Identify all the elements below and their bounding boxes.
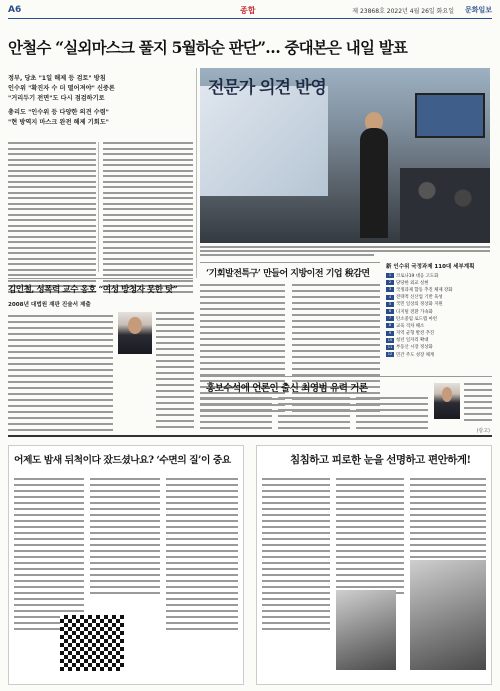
column-divider xyxy=(98,142,99,272)
task-list-item: 3 국정과제 합동 추진 체제 강화 xyxy=(386,286,492,293)
paper-name: 문화일보 xyxy=(464,6,492,14)
ad-left-title: 어제도 밤새 뒤척이다 잤드셨나요? ‘수면의 질’이 중요 xyxy=(14,455,231,466)
column-divider xyxy=(196,68,197,278)
page-header xyxy=(8,5,492,19)
task-list-item: 4 전략적 신산업 기반 육성 xyxy=(386,294,492,301)
story-4-col-2 xyxy=(278,397,350,433)
story-2-portrait xyxy=(118,312,152,354)
subhead: 인수위 "확진자 수 더 떨어져야" 신중론 xyxy=(8,85,115,92)
main-body-col-1 xyxy=(8,142,96,296)
ad-right-col-1 xyxy=(262,478,330,634)
page-number: A6 xyxy=(8,5,22,15)
ad-left-col-1 xyxy=(14,478,84,634)
task-list-item: 1 코로나19 대응 고도화 xyxy=(386,272,492,279)
ad-right-product-photo xyxy=(336,590,396,670)
story-2-subhead: 2008년 대법원 재판 진술서 제출 xyxy=(8,302,91,308)
task-list-item: 8 교육 격차 해소 xyxy=(386,322,492,329)
ad-right-col-2 xyxy=(336,478,404,598)
photo-screen xyxy=(415,93,485,138)
task-list-item: 5 국민 일상의 정상화 지원 xyxy=(386,301,492,308)
photo-audience xyxy=(400,168,490,243)
task-list-item: 10 청년 일자리 확대 xyxy=(387,337,429,344)
task-list-item: 6 디지털 전환 가속화 xyxy=(386,308,492,315)
ad-right-model-photo xyxy=(410,560,486,670)
task-list-item: 11 부동산 시장 정상화 xyxy=(387,344,433,351)
task-list-item: 7 탄소중립 로드맵 마련 xyxy=(386,315,492,322)
ad-right-title: 침침하고 피로한 눈을 선명하고 편안하게! xyxy=(290,454,471,466)
main-photo xyxy=(200,68,490,243)
story-4-portrait xyxy=(434,383,460,419)
story-4-headline: 홍보수석에 언론인 출신 최영범 유력 거론 xyxy=(206,383,368,394)
subhead: "거리두기 전면"도 다시 점검하기로 xyxy=(8,95,105,102)
story-4-body-side xyxy=(464,383,492,425)
task-list-item: 9 지역 균형 발전 추진 xyxy=(386,330,492,337)
photo-panel xyxy=(200,86,328,196)
subhead: "현 방역지 마스크 완전 해제 기회도" xyxy=(8,119,109,126)
story-3-headline: ‘기회발전특구’ 만들어 지방이전 기업 稅감면 xyxy=(206,269,370,279)
photo-caption xyxy=(200,246,490,258)
subhead: 정부, 당초 "1일 해제 등 검토" 방침 xyxy=(8,75,106,82)
section-name: 종합 xyxy=(240,6,256,15)
story-2-body-side xyxy=(156,312,194,432)
ad-left-pattern xyxy=(60,615,124,671)
task-list-item: 2 당당한 외교 실현 xyxy=(386,279,492,286)
subhead: 총리도 "인수위 등 다양한 의견 수렴" xyxy=(8,109,109,116)
main-headline: 안철수 “실외마스크 풀지 5월하순 판단”… 중대본은 내일 발표 xyxy=(8,38,408,57)
story-4-col-1 xyxy=(200,397,272,433)
story-2-headline: 김인철, 성폭력 교수 옹호 “여성 방청자 못한 탓” xyxy=(8,285,178,295)
ad-left-col-2 xyxy=(90,478,160,598)
story-2-body xyxy=(8,315,113,435)
ad-right-col-3 xyxy=(410,478,486,562)
ad-separator xyxy=(8,435,492,437)
task-list-title: 新 인수위 국정과제 110대 세부계획 xyxy=(386,264,475,270)
ad-left-col-3 xyxy=(166,478,238,634)
task-list-item: 12 민간 주도 성장 체계 xyxy=(387,352,435,358)
photo-panel-text: 전문가 의견 반영 xyxy=(208,78,326,98)
main-subheads xyxy=(8,74,193,128)
ad-label: (광고) xyxy=(476,428,490,434)
issue-date: 제 23868호 2022년 4월 26일 화요일 xyxy=(352,8,454,15)
main-body-col-2 xyxy=(103,142,193,296)
photo-speaker xyxy=(360,128,388,238)
story-4-col-3 xyxy=(356,397,428,433)
task-list-box xyxy=(386,262,492,358)
